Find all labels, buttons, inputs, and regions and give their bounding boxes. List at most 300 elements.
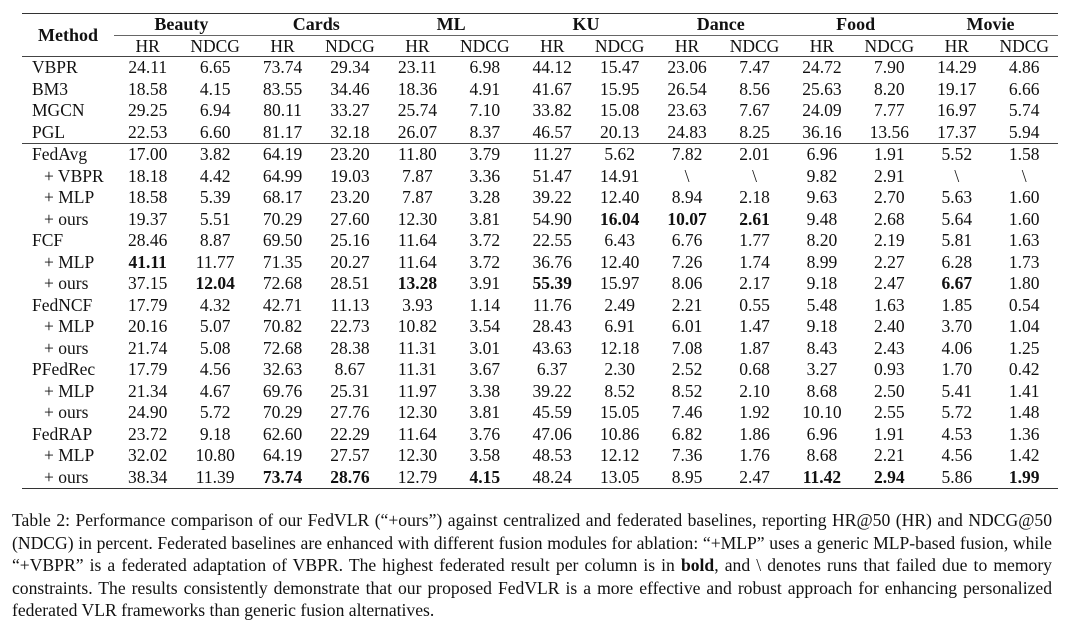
metric-cell: 68.17 — [262, 187, 303, 207]
metric-cell: 3.93 — [402, 294, 433, 315]
metric-cell: 8.67 — [334, 359, 366, 379]
metric-cell: 0.68 — [739, 359, 770, 379]
metric-header: HR — [674, 36, 700, 56]
metric-cell: 6.28 — [941, 251, 973, 272]
metric-cell: 15.08 — [599, 100, 640, 120]
metric-cell: 12.12 — [599, 445, 640, 465]
metric-cell: 3.01 — [469, 337, 501, 358]
metric-cell: 1.99 — [990, 467, 1058, 489]
metric-cell: 8.87 — [199, 230, 231, 250]
metric-cell: 29.34 — [316, 57, 383, 79]
metric-cell: 23.20 — [330, 187, 370, 207]
table-row — [22, 209, 1058, 231]
metric-header: HR — [540, 36, 565, 56]
metric-cell: 2.10 — [739, 380, 770, 401]
results-table-body — [22, 57, 1058, 489]
metric-header: NDCG — [729, 36, 780, 56]
metric-cell: 1.36 — [1008, 423, 1040, 444]
metric-cell: 11.39 — [181, 467, 248, 489]
metric-cell: 6.65 — [181, 57, 248, 79]
dataset-header: KU — [519, 14, 654, 36]
metric-cell: 24.09 — [802, 100, 842, 120]
metric-cell: 8.25 — [739, 121, 770, 142]
metric-cell: 20.13 — [599, 121, 640, 142]
metric-cell: 16.97 — [937, 100, 977, 120]
metric-cell: 0.42 — [1008, 359, 1040, 379]
metric-cell: 24.11 — [114, 57, 181, 79]
metric-cell: 11.64 — [398, 251, 437, 272]
table-row — [22, 100, 1058, 122]
metric-cell: 1.47 — [739, 316, 770, 336]
metric-cell: 11.76 — [532, 294, 572, 315]
dataset-header-row — [22, 14, 1058, 36]
metric-cell: 24.90 — [128, 402, 168, 422]
caption-segment: , and \ denotes runs that failed due to memory constraints. The results consistently demonstrate that our proposed FedVLR is a more effective and robust approach for enhancing personalized federated VLR frameworks than generic fusion alternatives. — [12, 555, 1052, 621]
metric-cell: 5.08 — [199, 337, 231, 358]
table-row — [22, 402, 1058, 424]
metric-cell: 9.82 — [806, 165, 838, 186]
metric-cell: 1.85 — [941, 294, 973, 315]
metric-cell: 7.46 — [671, 402, 703, 422]
dataset-header: Movie — [923, 14, 1058, 36]
metric-cell: 27.60 — [330, 208, 370, 229]
metric-cell: 6.66 — [1008, 78, 1040, 99]
metric-cell: 28.46 — [128, 230, 168, 250]
metric-cell: 1.58 — [990, 144, 1058, 166]
metric-cell: 6.82 — [671, 423, 703, 444]
metric-cell: 28.76 — [316, 467, 383, 489]
metric-cell: 8.94 — [671, 187, 703, 207]
metric-cell: 23.72 — [128, 423, 168, 444]
metric-cell: 17.79 — [128, 294, 168, 315]
metric-cell: 3.81 — [469, 402, 501, 422]
metric-cell: 9.18 — [806, 273, 838, 293]
dataset-header: Dance — [653, 14, 788, 36]
metric-header: NDCG — [190, 36, 240, 56]
metric-cell: 4.56 — [199, 359, 231, 379]
metric-cell: 6.60 — [199, 121, 231, 142]
metric-cell: 37.15 — [128, 273, 168, 293]
metric-cell: 3.27 — [806, 359, 838, 379]
metric-cell: 22.53 — [128, 121, 168, 142]
metric-cell: 8.52 — [671, 380, 703, 401]
table-row — [22, 273, 1058, 295]
metric-cell: 9.63 — [806, 187, 838, 207]
metric-cell: 4.86 — [990, 57, 1058, 79]
metric-cell: 13.28 — [397, 273, 438, 293]
metric-cell: 2.27 — [874, 251, 905, 272]
metric-cell: 1.80 — [1008, 273, 1040, 293]
metric-cell: 19.37 — [128, 208, 168, 229]
metric-cell: 45.59 — [532, 402, 572, 422]
metric-cell: 2.61 — [739, 208, 770, 229]
caption-segment: Table 2: Performance comparison of our FedVLR (“+ours”) against centralized and federated baselines, reporting HR@50 (HR) and NDCG@50 (NDCG) in percent. Federated baselines are enhanced with different fusion modules for ablation: “+MLP” uses a generic MLP-based fusion, while “+VBPR” is a federated adaptation of VBPR. The highest federated result per column is in — [12, 510, 1052, 576]
metric-cell: 46.57 — [532, 121, 572, 142]
metric-cell: 1.91 — [856, 144, 923, 166]
metric-cell: 10.07 — [667, 208, 707, 229]
metric-cell: 16.04 — [599, 208, 640, 229]
metric-cell: 8.68 — [806, 445, 838, 465]
metric-cell: 2.01 — [721, 144, 788, 166]
method-name: PGL — [32, 121, 66, 142]
metric-cell: 1.60 — [1008, 187, 1040, 207]
metric-cell: 5.51 — [199, 208, 231, 229]
table-row — [22, 381, 1058, 403]
metric-cell: 26.07 — [397, 121, 438, 142]
metric-cell: 17.37 — [937, 121, 977, 142]
method-name: + ours — [44, 402, 89, 422]
metric-cell: 28.38 — [330, 337, 370, 358]
table-caption — [12, 509, 1052, 622]
metric-cell: 70.29 — [262, 208, 303, 229]
metric-cell: 2.49 — [604, 294, 635, 315]
method-name: + ours — [44, 208, 89, 229]
metric-cell: 1.76 — [739, 445, 770, 465]
metric-cell: 64.19 — [262, 445, 303, 465]
metric-cell: 83.55 — [262, 78, 303, 99]
metric-cell: 3.54 — [469, 316, 501, 336]
metric-cell: 7.36 — [671, 445, 703, 465]
metric-cell: 23.11 — [384, 57, 451, 79]
metric-cell: 28.43 — [532, 316, 572, 336]
metric-header: NDCG — [594, 36, 645, 56]
metric-cell: 33.27 — [330, 100, 370, 120]
dataset-header: ML — [384, 14, 519, 36]
metric-cell: 5.72 — [941, 402, 973, 422]
metric-cell: 6.94 — [199, 100, 231, 120]
metric-header: HR — [135, 36, 160, 56]
metric-cell: 5.39 — [199, 187, 231, 207]
metric-header: HR — [809, 36, 835, 56]
metric-cell: 23.20 — [316, 144, 383, 166]
method-name: VBPR — [22, 57, 114, 79]
metric-cell: 11.31 — [398, 337, 437, 358]
metric-cell: 44.12 — [519, 57, 586, 79]
metric-cell: 26.54 — [667, 78, 707, 99]
metric-cell: 1.41 — [1008, 380, 1040, 401]
caption-text — [12, 509, 1052, 622]
metric-cell: 12.18 — [599, 337, 640, 358]
metric-cell: 22.55 — [532, 230, 572, 250]
metric-cell: 19.03 — [330, 165, 370, 186]
metric-cell: 6.37 — [536, 359, 568, 379]
metric-cell: 8.20 — [874, 78, 905, 99]
metric-header-row — [22, 36, 1058, 57]
table-row — [22, 338, 1058, 360]
metric-cell: 10.86 — [599, 423, 640, 444]
metric-cell: 33.82 — [532, 100, 572, 120]
table-row — [22, 79, 1058, 101]
method-name: FedRAP — [32, 423, 93, 444]
metric-cell: 8.20 — [806, 230, 838, 250]
metric-cell: 18.58 — [128, 187, 168, 207]
metric-cell: 54.90 — [532, 208, 572, 229]
metric-cell: 20.27 — [330, 251, 370, 272]
metric-cell: 2.68 — [874, 208, 905, 229]
method-header: Method — [22, 14, 114, 57]
metric-cell: 6.43 — [604, 230, 635, 250]
metric-cell: 10.10 — [802, 402, 842, 422]
metric-cell: 27.57 — [330, 445, 370, 465]
method-name: FedAvg — [22, 144, 114, 166]
metric-cell: 17.79 — [128, 359, 168, 379]
metric-cell: 71.35 — [262, 251, 303, 272]
method-name: + VBPR — [44, 165, 104, 186]
dataset-header: Food — [788, 14, 923, 36]
metric-cell: 39.22 — [532, 187, 572, 207]
metric-cell: 1.70 — [941, 359, 973, 379]
metric-cell: 7.82 — [653, 144, 720, 166]
metric-cell: 4.15 — [451, 467, 518, 489]
table-row — [22, 187, 1058, 209]
dataset-header: Cards — [249, 14, 384, 36]
metric-cell: 5.86 — [923, 467, 990, 489]
metric-cell: 8.52 — [604, 380, 635, 401]
metric-cell: 12.04 — [195, 273, 235, 293]
table-row — [22, 445, 1058, 467]
metric-cell: 11.64 — [398, 230, 437, 250]
method-name: + MLP — [44, 316, 95, 336]
metric-cell: 12.30 — [397, 445, 438, 465]
metric-cell: 14.91 — [599, 165, 640, 186]
table-row — [22, 166, 1058, 188]
metric-cell: 70.29 — [262, 402, 303, 422]
metric-cell: 5.81 — [941, 230, 973, 250]
metric-cell: \ — [954, 165, 960, 186]
metric-cell: 2.70 — [874, 187, 905, 207]
metric-cell: 5.07 — [199, 316, 231, 336]
metric-cell: 9.18 — [806, 316, 838, 336]
metric-cell: 21.34 — [128, 380, 168, 401]
metric-cell: 13.56 — [869, 121, 910, 142]
metric-cell: 69.76 — [262, 380, 303, 401]
metric-cell: 1.91 — [874, 423, 905, 444]
dataset-header: Beauty — [114, 14, 249, 36]
metric-cell: 5.52 — [923, 144, 990, 166]
metric-cell: 5.62 — [586, 144, 653, 166]
table-row — [22, 122, 1058, 144]
metric-cell: 3.70 — [941, 316, 973, 336]
metric-cell: 1.77 — [739, 230, 770, 250]
metric-cell: 15.05 — [599, 402, 640, 422]
metric-cell: \ — [752, 165, 757, 186]
metric-cell: 15.97 — [599, 273, 640, 293]
metric-cell: 0.93 — [874, 359, 905, 379]
metric-cell: 23.06 — [653, 57, 720, 79]
metric-cell: 6.96 — [788, 144, 855, 166]
metric-cell: 69.50 — [262, 230, 303, 250]
metric-cell: 24.72 — [788, 57, 855, 79]
metric-cell: 48.53 — [532, 445, 572, 465]
metric-cell: 18.18 — [128, 165, 168, 186]
metric-cell: 2.30 — [604, 359, 635, 379]
metric-cell: 5.74 — [1008, 100, 1040, 120]
metric-cell: 27.76 — [330, 402, 370, 422]
metric-cell: 8.37 — [469, 121, 501, 142]
metric-cell: 0.54 — [1008, 294, 1040, 315]
table-row — [22, 252, 1058, 274]
metric-cell: 13.05 — [586, 467, 653, 489]
metric-cell: 64.19 — [249, 144, 316, 166]
metric-cell: 8.56 — [739, 78, 770, 99]
table-row — [22, 230, 1058, 252]
metric-cell: 17.00 — [114, 144, 181, 166]
metric-cell: 25.74 — [397, 100, 438, 120]
table-row — [22, 316, 1058, 338]
metric-header: HR — [270, 36, 295, 56]
metric-cell: 3.76 — [469, 423, 501, 444]
metric-cell: 1.87 — [739, 337, 770, 358]
metric-cell: 8.06 — [671, 273, 703, 293]
metric-cell: 11.27 — [519, 144, 586, 166]
method-name: PFedRec — [32, 359, 96, 379]
metric-cell: 12.79 — [384, 467, 451, 489]
metric-cell: 3.67 — [469, 359, 501, 379]
metric-cell: 4.15 — [199, 78, 231, 99]
metric-cell: 1.42 — [1008, 445, 1040, 465]
metric-cell: 73.74 — [249, 467, 316, 489]
metric-cell: 81.17 — [262, 121, 303, 142]
method-name: + MLP — [44, 380, 95, 401]
metric-cell: 2.55 — [874, 402, 905, 422]
metric-cell: \ — [684, 165, 690, 186]
metric-cell: 4.56 — [941, 445, 973, 465]
metric-cell: 1.74 — [739, 251, 770, 272]
metric-cell: 5.94 — [1008, 121, 1040, 142]
metric-cell: 1.63 — [874, 294, 905, 315]
metric-cell: 12.30 — [397, 402, 438, 422]
metric-cell: 4.32 — [199, 294, 231, 315]
metric-cell: 11.64 — [398, 423, 437, 444]
table-row — [22, 57, 1058, 79]
metric-cell: 43.63 — [532, 337, 572, 358]
metric-cell: 9.48 — [806, 208, 838, 229]
metric-cell: 5.64 — [941, 208, 973, 229]
metric-header: HR — [405, 36, 430, 56]
table-row — [22, 295, 1058, 317]
metric-cell: 7.87 — [402, 187, 433, 207]
metric-cell: 5.63 — [941, 187, 973, 207]
metric-cell: 11.77 — [195, 251, 235, 272]
metric-cell: 2.17 — [739, 273, 770, 293]
table-row — [22, 359, 1058, 381]
metric-cell: 34.46 — [330, 78, 370, 99]
metric-cell: 6.76 — [671, 230, 703, 250]
method-name: FedNCF — [32, 294, 93, 315]
table-row — [22, 144, 1058, 166]
metric-cell: 20.16 — [128, 316, 168, 336]
metric-cell: 8.68 — [806, 380, 838, 401]
metric-cell: 70.82 — [262, 316, 303, 336]
metric-cell: 18.58 — [128, 78, 168, 99]
metric-cell: 4.42 — [199, 165, 231, 186]
metric-cell: 25.31 — [330, 380, 370, 401]
metric-cell: 55.39 — [532, 273, 572, 293]
method-name: + ours — [22, 467, 114, 489]
metric-cell: 12.40 — [599, 251, 640, 272]
metric-cell: 15.95 — [599, 78, 640, 99]
metric-cell: 9.18 — [199, 423, 231, 444]
metric-cell: 29.25 — [128, 100, 168, 120]
metric-cell: 10.82 — [397, 316, 438, 336]
metric-cell: 6.91 — [604, 316, 635, 336]
metric-cell: 32.18 — [330, 121, 370, 142]
metric-cell: 12.30 — [397, 208, 438, 229]
metric-cell: 36.76 — [532, 251, 572, 272]
metric-cell: \ — [1021, 165, 1027, 186]
metric-cell: 4.67 — [199, 380, 231, 401]
metric-cell: 8.95 — [653, 467, 720, 489]
metric-cell: 64.99 — [262, 165, 303, 186]
metric-cell: 3.72 — [469, 251, 501, 272]
metric-cell: 1.63 — [1008, 230, 1040, 250]
metric-cell: 11.80 — [384, 144, 451, 166]
metric-cell: 8.99 — [806, 251, 838, 272]
metric-cell: 72.68 — [262, 337, 303, 358]
metric-cell: 11.97 — [398, 380, 437, 401]
metric-cell: 3.91 — [469, 273, 501, 293]
metric-cell: 41.67 — [532, 78, 572, 99]
metric-cell: 6.67 — [941, 273, 973, 293]
table-row — [22, 424, 1058, 446]
metric-cell: 6.96 — [806, 423, 838, 444]
metric-cell: 41.11 — [128, 251, 167, 272]
metric-cell: 80.11 — [263, 100, 302, 120]
metric-header: NDCG — [999, 36, 1050, 56]
metric-cell: 22.29 — [330, 423, 370, 444]
method-name: + MLP — [44, 187, 95, 207]
metric-cell: 23.63 — [667, 100, 707, 120]
metric-cell: 19.17 — [937, 78, 977, 99]
metric-cell: 2.19 — [874, 230, 905, 250]
metric-cell: 2.21 — [874, 445, 905, 465]
metric-cell: 1.73 — [1008, 251, 1040, 272]
metric-cell: 3.72 — [469, 230, 501, 250]
metric-cell: 25.63 — [802, 78, 842, 99]
metric-cell: 2.18 — [739, 187, 770, 207]
metric-cell: 62.60 — [262, 423, 303, 444]
method-name: + ours — [44, 337, 89, 358]
metric-cell: 38.34 — [114, 467, 181, 489]
method-name: MGCN — [32, 100, 85, 120]
results-table — [22, 13, 1058, 489]
metric-cell: 1.25 — [1008, 337, 1040, 358]
metric-cell: 3.58 — [469, 445, 501, 465]
metric-cell: 11.31 — [398, 359, 437, 379]
metric-cell: 6.98 — [451, 57, 518, 79]
metric-cell: 48.24 — [519, 467, 586, 489]
metric-header: HR — [944, 36, 969, 56]
metric-cell: 5.41 — [941, 380, 973, 401]
metric-cell: 7.67 — [739, 100, 770, 120]
metric-cell: 2.94 — [856, 467, 923, 489]
method-name: + MLP — [44, 251, 95, 272]
metric-cell: 3.38 — [469, 380, 501, 401]
metric-cell: 6.01 — [671, 316, 703, 336]
metric-cell: 4.91 — [469, 78, 501, 99]
metric-cell: 7.90 — [856, 57, 923, 79]
table-row — [22, 467, 1058, 489]
metric-cell: 3.82 — [181, 144, 248, 166]
metric-cell: 73.74 — [249, 57, 316, 79]
metric-cell: 2.21 — [671, 294, 703, 315]
metric-cell: 7.26 — [671, 251, 703, 272]
metric-cell: 5.48 — [806, 294, 838, 315]
metric-cell: 24.83 — [667, 121, 707, 142]
metric-cell: 51.47 — [532, 165, 572, 186]
method-name: FCF — [32, 230, 64, 250]
metric-cell: 2.40 — [874, 316, 905, 336]
